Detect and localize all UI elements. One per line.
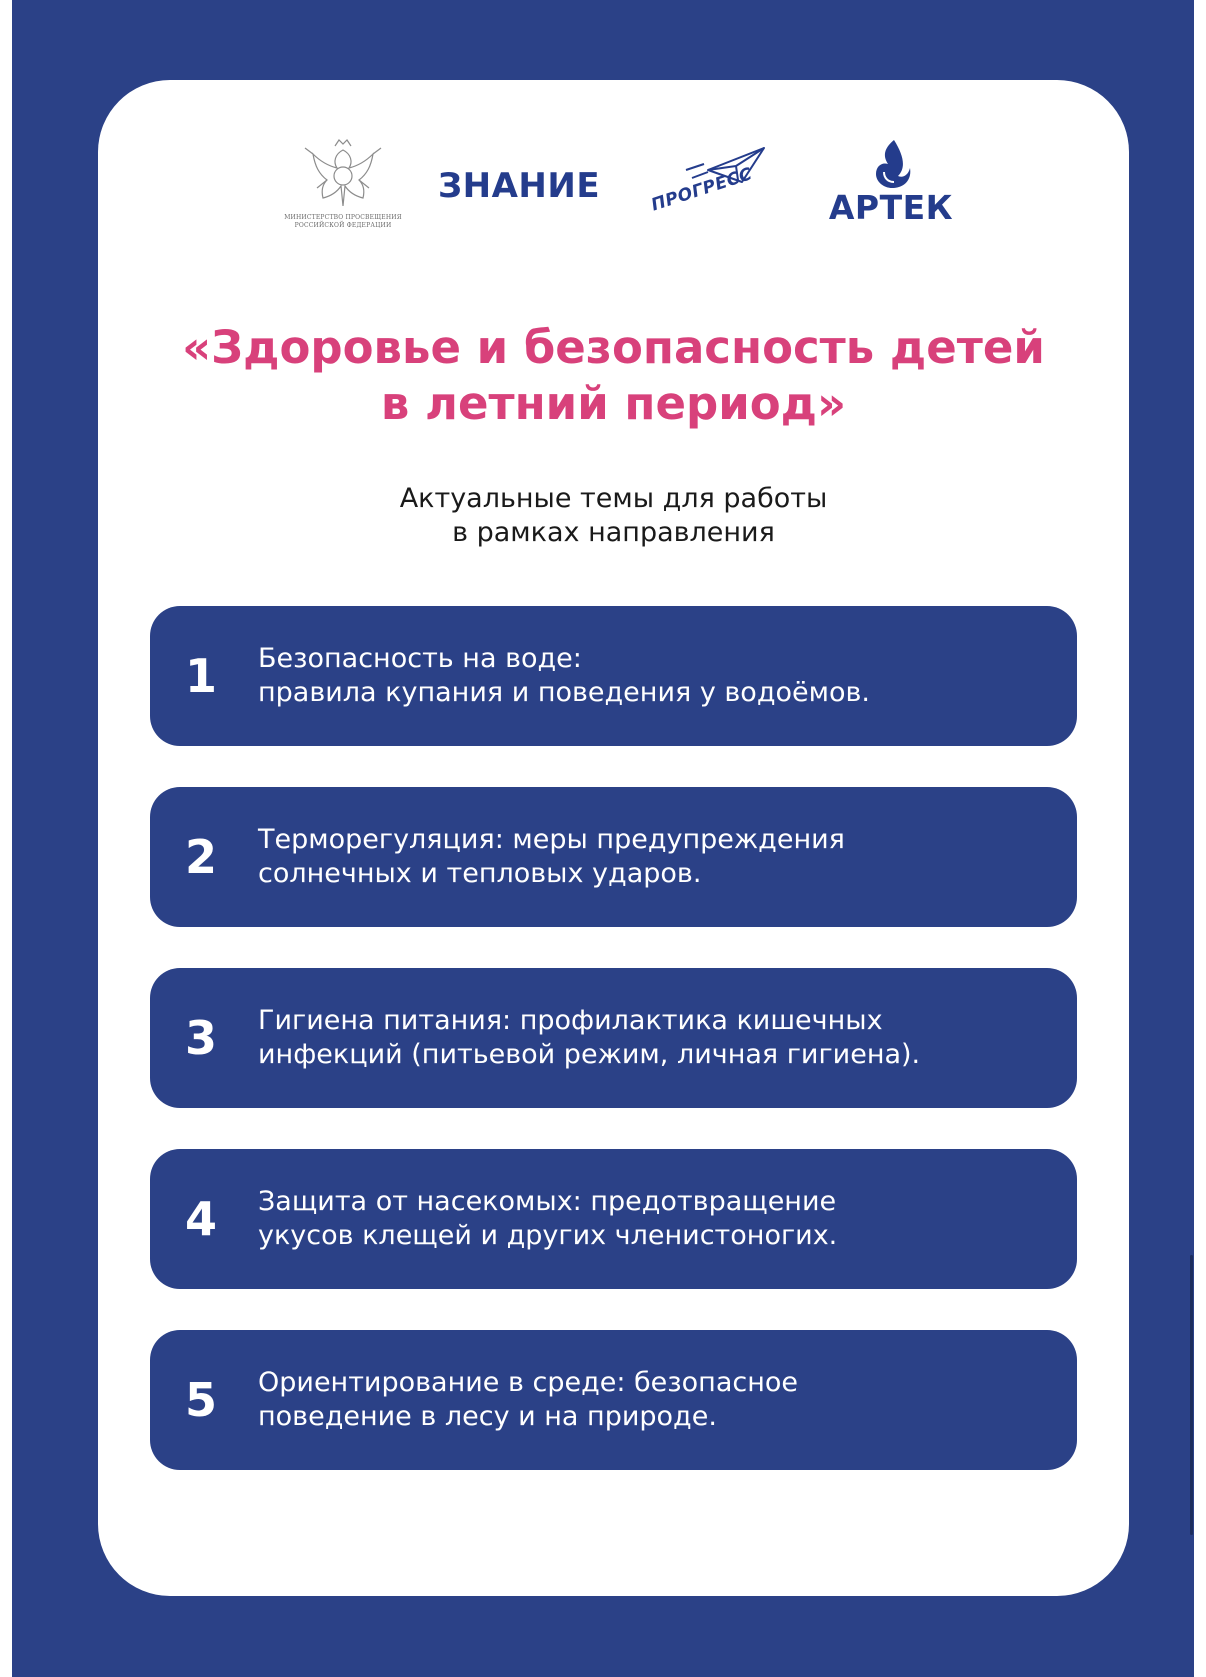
page-title xyxy=(118,320,1109,432)
poster xyxy=(12,0,1194,1677)
progress-wordmark: ПРОГРЕСС xyxy=(648,164,755,216)
znanie-logo: ЗНАНИЕ xyxy=(438,166,601,206)
topic-list xyxy=(150,606,1077,1511)
flame-icon xyxy=(826,138,956,190)
topic-number: 2 xyxy=(185,830,218,884)
topic-item xyxy=(150,1149,1077,1289)
topic-text: Безопасность на воде: правила купания и поведения у водоёмов. xyxy=(258,643,870,708)
topic-text: Терморегуляция: меры предупреждения солнечных и тепловых ударов. xyxy=(258,824,845,889)
topic-number: 1 xyxy=(185,649,218,703)
topic-number: 4 xyxy=(185,1192,218,1246)
scrollbar[interactable] xyxy=(1190,1255,1193,1535)
topic-item xyxy=(150,1330,1077,1470)
subtitle-line-1: Актуальные темы для работы xyxy=(399,483,828,514)
ministry-logo xyxy=(283,136,403,246)
title-line-1: «Здоровье и безопасность детей xyxy=(182,321,1045,374)
topic-number: 5 xyxy=(185,1373,218,1427)
title-line-2: в летний период» xyxy=(380,377,847,430)
topic-text: Ориентирование в среде: безопасное поведение в лесу и на природе. xyxy=(258,1367,798,1432)
topic-item xyxy=(150,968,1077,1108)
partner-logos xyxy=(98,80,1129,320)
content-card xyxy=(98,80,1129,1596)
subtitle xyxy=(118,482,1109,550)
artek-logo xyxy=(826,138,956,248)
artek-wordmark: АРТЕК xyxy=(828,188,954,227)
topic-number: 3 xyxy=(185,1011,218,1065)
topic-text: Гигиена питания: профилактика кишечных инфекций (питьевой режим, личная гигиена). xyxy=(258,1005,921,1070)
topic-item xyxy=(150,787,1077,927)
subtitle-line-2: в рамках направления xyxy=(452,517,775,548)
ministry-caption: МИНИСТЕРСТВО ПРОСВЕЩЕНИЯ РОССИЙСКОЙ ФЕДЕРАЦИИ xyxy=(284,214,402,229)
progress-logo xyxy=(646,140,776,240)
topic-text: Защита от насекомых: предотвращение укусов клещей и других членистоногих. xyxy=(258,1186,838,1251)
topic-item xyxy=(150,606,1077,746)
double-headed-eagle-emblem-icon xyxy=(283,136,403,212)
